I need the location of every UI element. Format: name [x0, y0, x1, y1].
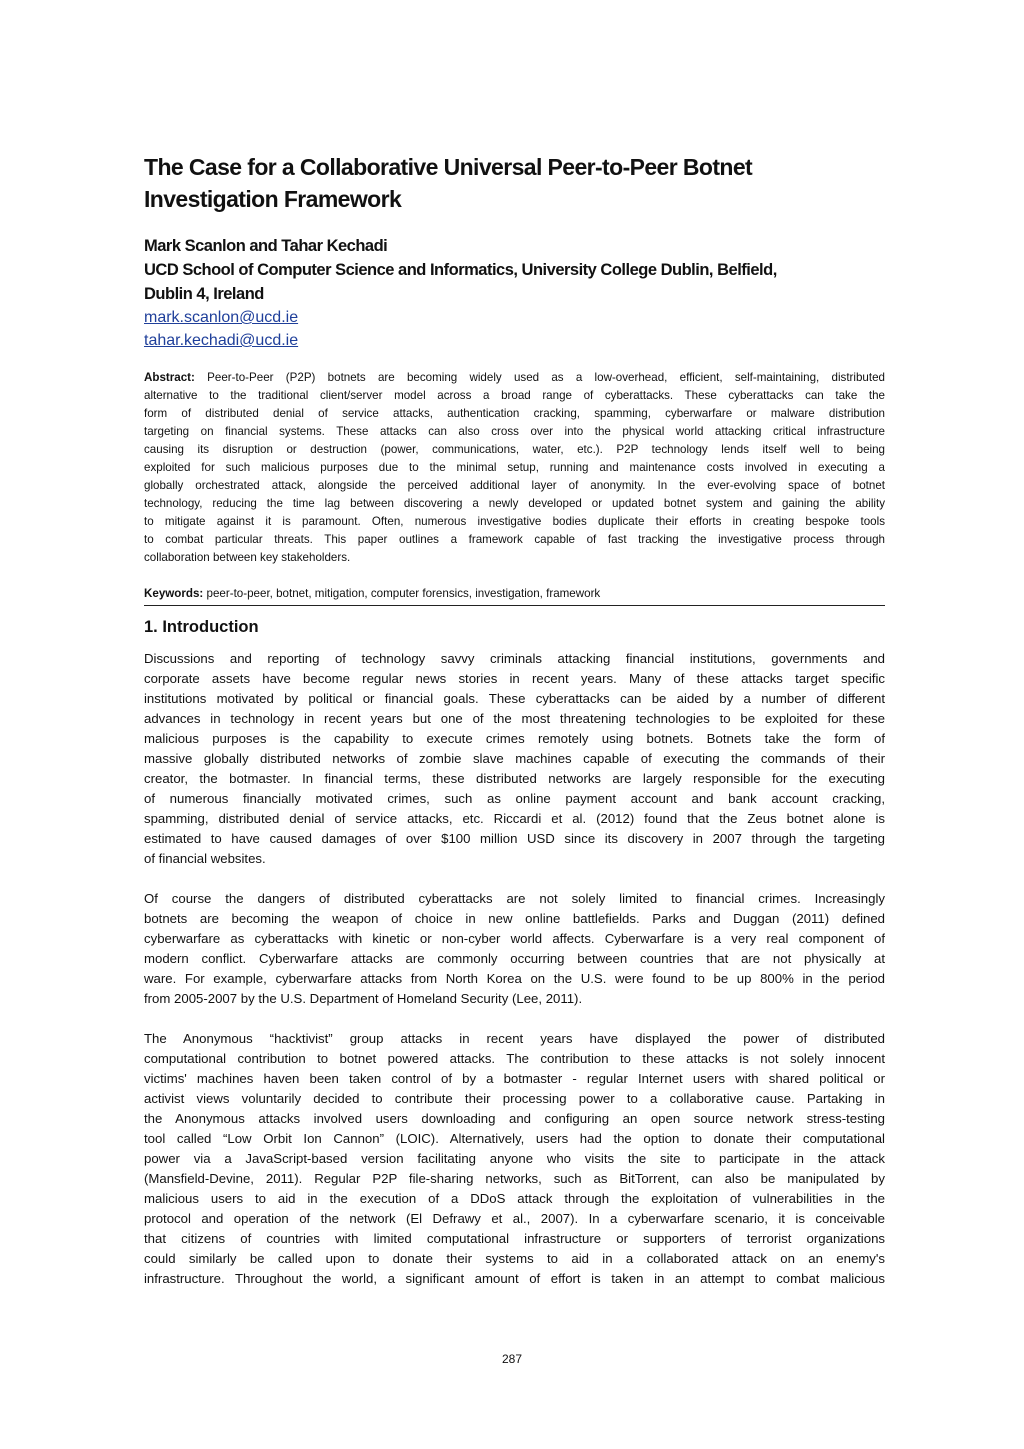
paper-title: [144, 151, 885, 215]
text-line: Abstract: Peer-to-Peer (P2P) botnets are becoming widely used as a low-overhead, efficient, self-maintaining, distributed: [144, 371, 885, 384]
text-line: spamming, distributed denial of service attacks, etc. Riccardi et al. (2012) found that the Zeus botnet alone is: [144, 811, 885, 826]
text-line: the Anonymous attacks involved users downloading and configuring an open source network stress-testing: [144, 1111, 885, 1126]
text-line: form of distributed denial of service attacks, authentication cracking, spamming, cyberwarfare or malware distribution: [144, 407, 885, 420]
title-line: The Case for a Collaborative Universal Peer-to-Peer Botnet: [144, 154, 753, 180]
affiliation-line: UCD School of Computer Science and Informatics, University College Dublin, Belfield,: [144, 261, 777, 279]
text-line: power via a JavaScript-based version facilitating anyone who visits the site to participate in the attack: [144, 1151, 885, 1166]
text-line: could similarly be called upon to donate their systems to aid in a collaborated attack on an enemy's: [144, 1251, 885, 1266]
text-line: (Mansfield-Devine, 2011). Regular P2P file-sharing networks, such as BitTorrent, can also be manipulated by: [144, 1171, 885, 1186]
text-line: corporate assets have become regular news stories in recent years. Many of these attacks target specific: [144, 671, 885, 686]
paragraph: [144, 1029, 885, 1289]
text-line: victims' machines haven been taken control of by a botmaster - regular Internet users with shared political or: [144, 1071, 885, 1086]
text-line: The Anonymous “hacktivist” group attacks in recent years have displayed the power of distributed: [144, 1031, 885, 1046]
text-line: tool called “Low Orbit Ion Cannon” (LOIC). Alternatively, users had the option to donate their computational: [144, 1131, 885, 1146]
text-line: institutions motivated by political or financial goals. These cyberattacks can be aided by a number of different: [144, 691, 885, 706]
text-line: infrastructure. Throughout the world, a significant amount of effort is taken in an attempt to combat malicious: [144, 1271, 885, 1286]
author-block: [144, 234, 885, 306]
text-line: estimated to have caused damages of over $100 million USD since its discovery in 2007 through the targeting: [144, 831, 885, 846]
text-line: botnets are becoming the weapon of choice in new online battlefields. Parks and Duggan (2011) defined: [144, 911, 885, 926]
text-line: of numerous financially motivated crimes, such as online payment account and bank account cracking,: [144, 791, 885, 806]
paragraph: [144, 889, 885, 1009]
text-line: alternative to the traditional client/server model across a broad range of cyberattacks. These cyberattacks can take the: [144, 389, 885, 402]
text-line: targeting on financial systems. These attacks can also cross over into the physical world attacking critical infrastructure: [144, 425, 885, 438]
text-line: massive globally distributed networks of zombie slave machines capable of executing the commands of their: [144, 751, 885, 766]
paragraph: [144, 649, 885, 869]
text-line: causing its disruption or destruction (power, communications, water, etc.). P2P technology lends itself well to being: [144, 443, 885, 456]
text-line: cyberwarfare as cyberattacks with kinetic or non-cyber world affects. Cyberwarfare is a very real component of: [144, 931, 885, 946]
text-line: malicious users to aid in the execution of a DDoS attack through the exploitation of vulnerabilities in the: [144, 1191, 885, 1206]
section-heading: 1. Introduction: [144, 618, 259, 636]
keywords-label: Keywords:: [144, 587, 204, 600]
emails: [144, 306, 885, 352]
page-number: 287: [501, 1352, 523, 1366]
text-line: Of course the dangers of distributed cyberattacks are not solely limited to financial crimes. Increasingly: [144, 891, 885, 906]
text-line: advances in technology in recent years but one of the most threatening technologies to be exploited for these: [144, 711, 885, 726]
text-line: creator, the botmaster. In financial terms, these distributed networks are largely responsible for the executing: [144, 771, 885, 786]
keywords: [144, 585, 885, 606]
title-line: Investigation Framework: [144, 186, 402, 212]
email-link[interactable]: mark.scanlon@ucd.ie: [144, 309, 299, 326]
abstract: [144, 369, 885, 567]
text-line: collaboration between key stakeholders.: [144, 551, 351, 564]
text-line: protocol and operation of the network (El Defrawy et al., 2007). In a cyberwarfare scenario, it is conceivable: [144, 1211, 885, 1226]
text-line: activist views voluntarily decided to contribute their processing power to a collaborative cause. Partaking in: [144, 1091, 885, 1106]
email-link[interactable]: tahar.kechadi@ucd.ie: [144, 332, 299, 349]
text-line: that citizens of countries with limited computational infrastructure or supporters of terrorist organizations: [144, 1231, 885, 1246]
keywords-text: peer-to-peer, botnet, mitigation, computer forensics, investigation, framework: [203, 587, 601, 600]
text-line: to mitigate against it is paramount. Often, numerous investigative bodies duplicate their efforts in creating bespoke tools: [144, 515, 885, 528]
text-line: exploited for such malicious purposes due to the minimal setup, running and maintenance costs involved in executing a: [144, 461, 885, 474]
text-line: malicious purposes is the capability to execute crimes remotely using botnets. Botnets take the form of: [144, 731, 885, 746]
text-line: globally orchestrated attack, alongside the perceived additional layer of anonymity. In the ever-evolving space of botnet: [144, 479, 885, 492]
text-line: to combat particular threats. This paper outlines a framework capable of fast tracking the investigative process through: [144, 533, 885, 546]
affiliation-line: Dublin 4, Ireland: [144, 285, 264, 303]
text-line: ware. For example, cyberwarfare attacks from North Korea on the U.S. were found to be up 800% in the period: [144, 971, 885, 986]
text-line: Discussions and reporting of technology savvy criminals attacking financial institutions, governments and: [144, 651, 885, 666]
text-line: computational contribution to botnet powered attacks. The contribution to these attacks is not solely innocent: [144, 1051, 885, 1066]
text-line: technology, reducing the time lag between discovering a newly developed or updated botnet system and gaining the ability: [144, 497, 885, 510]
authors: Mark Scanlon and Tahar Kechadi: [144, 237, 388, 255]
text-line: from 2005-2007 by the U.S. Department of Homeland Security (Lee, 2011).: [144, 991, 583, 1006]
text-line: modern conflict. Cyberwarfare attacks are commonly occurring between countries that are not physically at: [144, 951, 885, 966]
abstract-label: Abstract:: [144, 371, 195, 384]
text-line: of financial websites.: [144, 851, 266, 866]
